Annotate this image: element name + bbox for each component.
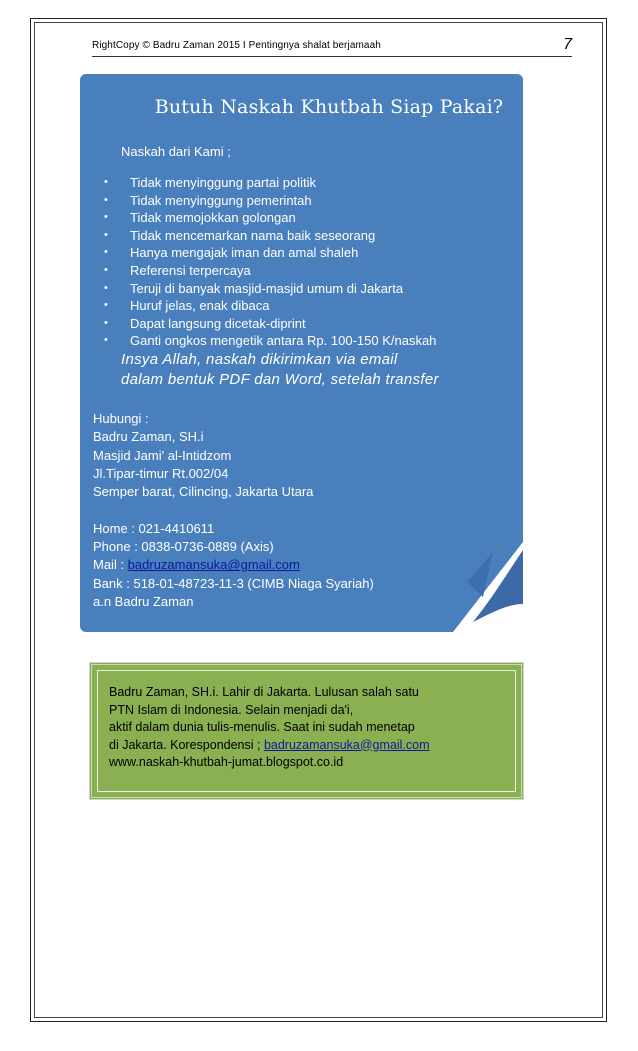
- page-curl-icon: [453, 542, 523, 632]
- list-item: [102, 332, 436, 350]
- list-item: [102, 192, 436, 210]
- feature-text: Teruji di banyak masjid-masjid umum di Jakarta: [130, 280, 404, 296]
- bio-line: [109, 737, 430, 755]
- bullet-icon: •: [104, 193, 108, 206]
- mail-link[interactable]: badruzamansuka@gmail.com: [127, 557, 300, 573]
- contact-district: Semper barat, Cilincing, Jakarta Utara: [93, 484, 314, 500]
- contact-place: Masjid Jami' al-Intidzom: [93, 447, 232, 463]
- bio-text: [109, 684, 430, 772]
- header-rule: [92, 56, 572, 57]
- list-item: [102, 209, 436, 227]
- feature-text: Tidak memojokkan golongan: [130, 210, 296, 226]
- page-number: 7: [563, 36, 572, 53]
- feature-text: Tidak menyinggung partai politik: [130, 175, 316, 190]
- bullet-icon: •: [104, 228, 108, 241]
- bullet-icon: •: [104, 176, 108, 188]
- list-item: [102, 227, 436, 245]
- feature-text: Tidak menyinggung pemerintah: [130, 192, 312, 208]
- contact-name: Badru Zaman, SH.i: [93, 429, 204, 445]
- ad-note: [121, 350, 439, 390]
- feature-text: Hanya mengajak iman dan amal shaleh: [130, 245, 359, 261]
- feature-text: Dapat langsung dicetak-diprint: [130, 315, 306, 331]
- contact-home: Home : 021-4410611: [93, 520, 215, 536]
- feature-list: [102, 174, 436, 350]
- page-header: [92, 36, 572, 56]
- contact-block: [93, 410, 374, 611]
- bullet-icon: •: [104, 211, 108, 224]
- list-item: [102, 244, 436, 262]
- bullet-icon: •: [104, 246, 108, 259]
- bio-line: PTN Islam di Indonesia. Selain menjadi da'i,: [109, 702, 354, 717]
- mail-label: Mail :: [93, 557, 128, 573]
- ad-card: [80, 74, 523, 632]
- list-item: [102, 174, 436, 192]
- contact-bank: Bank : 518-01-48723-11-3 (CIMB Niaga Syariah): [93, 575, 374, 591]
- ad-note-line: Insya Allah, naskah dikirimkan via email: [121, 351, 398, 368]
- bullet-icon: •: [104, 263, 108, 276]
- bullet-icon: •: [104, 334, 108, 347]
- list-item: [102, 262, 436, 280]
- ad-intro: Naskah dari Kami ;: [121, 144, 231, 159]
- contact-phone: Phone : 0838-0736-0889 (Axis): [93, 539, 274, 555]
- contact-account-name: a.n Badru Zaman: [93, 593, 194, 609]
- list-item: [102, 297, 436, 315]
- bullet-icon: •: [104, 281, 108, 294]
- bio-email-link[interactable]: badruzamansuka@gmail.com: [263, 737, 430, 752]
- contact-street: Jl.Tipar-timur Rt.002/04: [93, 465, 229, 481]
- contact-label: Hubungi :: [93, 411, 149, 426]
- bio-box: [89, 662, 524, 800]
- bio-website: www.naskah-khutbah-jumat.blogspot.co.id: [109, 755, 344, 769]
- list-item: [102, 315, 436, 333]
- feature-text: Tidak mencemarkan nama baik seseorang: [130, 227, 376, 243]
- ad-title: Butuh Naskah Khutbah Siap Pakai?: [154, 96, 504, 118]
- contact-mail: [93, 556, 374, 574]
- header-text: RightCopy © Badru Zaman 2015 I Pentingnya shalat berjamaah: [92, 40, 381, 51]
- list-item: [102, 280, 436, 298]
- bullet-icon: •: [104, 299, 108, 312]
- feature-text: Ganti ongkos mengetik antara Rp. 100-150 K/naskah: [130, 333, 437, 349]
- spacer: [93, 501, 374, 519]
- bio-line: aktif dalam dunia tulis-menulis. Saat ini sudah menetap: [109, 720, 415, 734]
- ad-note-line: dalam bentuk PDF dan Word, setelah transfer: [121, 371, 439, 388]
- bullet-icon: •: [104, 316, 108, 329]
- bio-line: Badru Zaman, SH.i. Lahir di Jakarta. Lulusan salah satu: [109, 685, 419, 699]
- feature-text: Referensi terpercaya: [130, 262, 251, 278]
- bio-line-prefix: di Jakarta. Korespondensi ;: [109, 737, 264, 752]
- feature-text: Huruf jelas, enak dibaca: [130, 298, 270, 314]
